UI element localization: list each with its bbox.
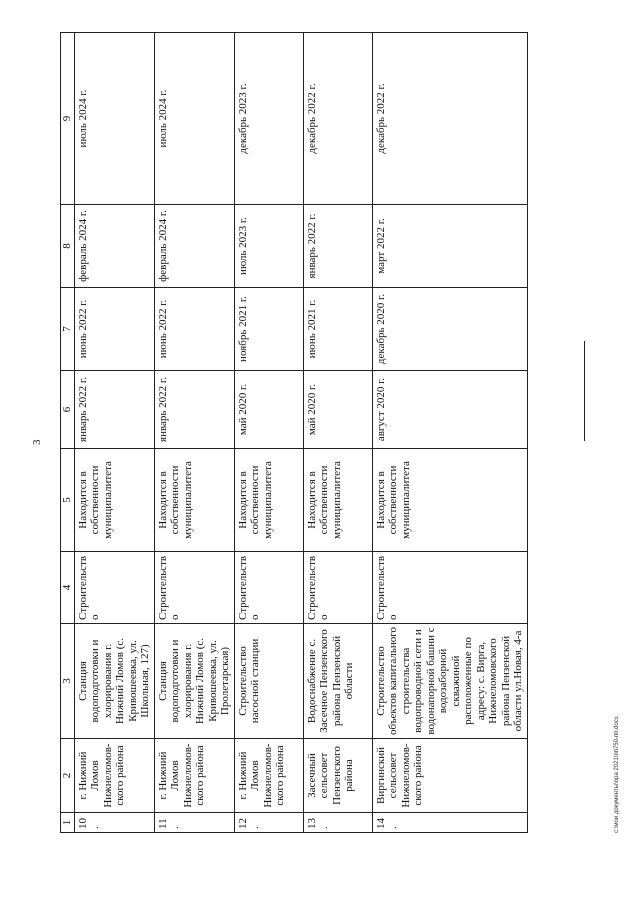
- table-row: [303, 33, 372, 833]
- row-number: 13.: [303, 813, 372, 833]
- date-cell: март 2022 г.: [372, 205, 527, 288]
- object-cell: Строительство насосной станции: [234, 624, 303, 739]
- page-number: 3: [31, 439, 43, 445]
- column-number: 1: [61, 813, 75, 833]
- ownership-cell: Находится в собственности муниципалитета: [234, 449, 303, 552]
- footer-file-path: c:\мои документы\ора 2021\пп750-пп.docx: [614, 716, 620, 833]
- work-type-cell: Строительство: [372, 552, 527, 624]
- row-number: 12.: [234, 813, 303, 833]
- ownership-cell: Находится в собственности муниципалитета: [303, 449, 372, 552]
- work-type-cell: Строительство: [234, 552, 303, 624]
- row-number: 14.: [372, 813, 527, 833]
- table-row: [154, 33, 234, 833]
- signature-line: [584, 341, 585, 441]
- object-cell: Строительство объектов капитального строительства водопроводной сети и водонапорной башни с водозаборной скважиной расположенные по адресу: с. Вирга, Нижнеломовского района Пензенской области ул.Новая, 4-а: [372, 624, 527, 739]
- table-row: [372, 33, 527, 833]
- column-number: 8: [61, 205, 75, 288]
- location-cell: г. Нижний Ломов Нижнеломов-ского района: [154, 739, 234, 813]
- date-cell: декабрь 2023 г.: [234, 33, 303, 205]
- ownership-cell: Находится в собственности муниципалитета: [372, 449, 527, 552]
- date-cell: февраль 2024 г.: [154, 205, 234, 288]
- table-row: [234, 33, 303, 833]
- column-number: 4: [61, 552, 75, 624]
- date-cell: июль 2024 г.: [74, 33, 154, 205]
- column-number: 3: [61, 624, 75, 739]
- ownership-cell: Находится в собственности муниципалитета: [154, 449, 234, 552]
- date-cell: декабрь 2020 г.: [372, 288, 527, 371]
- date-cell: январь 2022 г.: [303, 205, 372, 288]
- location-cell: г. Нижний Ломов Нижнеломов-ского района: [234, 739, 303, 813]
- location-cell: Засечный сельсовет Пензенского района: [303, 739, 372, 813]
- date-cell: май 2020 г.: [303, 371, 372, 449]
- date-cell: июнь 2022 г.: [154, 288, 234, 371]
- location-cell: Виргинский сельсовет Нижнеломов-ского района: [372, 739, 527, 813]
- object-cell: Станция водоподготовки и хлорирования г. Нижний Ломов (с. Кривошеевка, ул. Школьная, 127): [74, 624, 154, 739]
- column-number-row: [61, 33, 75, 833]
- date-cell: июль 2023 г.: [234, 205, 303, 288]
- work-type-cell: Строительство: [303, 552, 372, 624]
- work-type-cell: Строительство: [154, 552, 234, 624]
- objects-table: [60, 32, 528, 833]
- column-number: 5: [61, 449, 75, 552]
- date-cell: июнь 2022 г.: [74, 288, 154, 371]
- date-cell: декабрь 2022 г.: [372, 33, 527, 205]
- date-cell: февраль 2024 г.: [74, 205, 154, 288]
- date-cell: январь 2022 г.: [74, 371, 154, 449]
- object-cell: Водоснабжение с. Засечное Пензенского района Пензенской области: [303, 624, 372, 739]
- location-cell: г. Нижний Ломов Нижнеломов-ского района: [74, 739, 154, 813]
- date-cell: декабрь 2022 г.: [303, 33, 372, 205]
- date-cell: август 2020 г.: [372, 371, 527, 449]
- column-number: 2: [61, 739, 75, 813]
- date-cell: июнь 2021 г.: [303, 288, 372, 371]
- date-cell: май 2020 г.: [234, 371, 303, 449]
- ownership-cell: Находится в собственности муниципалитета: [74, 449, 154, 552]
- column-number: 9: [61, 33, 75, 205]
- date-cell: июль 2024 г.: [154, 33, 234, 205]
- row-number: 11.: [154, 813, 234, 833]
- work-type-cell: Строительство: [74, 552, 154, 624]
- column-number: 7: [61, 288, 75, 371]
- object-cell: Станция водоподготовки и хлорирования г. Нижний Ломов (с. Кривошеевка, ул. Пролетарская): [154, 624, 234, 739]
- row-number: 10.: [74, 813, 154, 833]
- date-cell: январь 2022 г.: [154, 371, 234, 449]
- table-row: [74, 33, 154, 833]
- column-number: 6: [61, 371, 75, 449]
- rotated-page: [30, 33, 620, 833]
- date-cell: ноябрь 2021 г.: [234, 288, 303, 371]
